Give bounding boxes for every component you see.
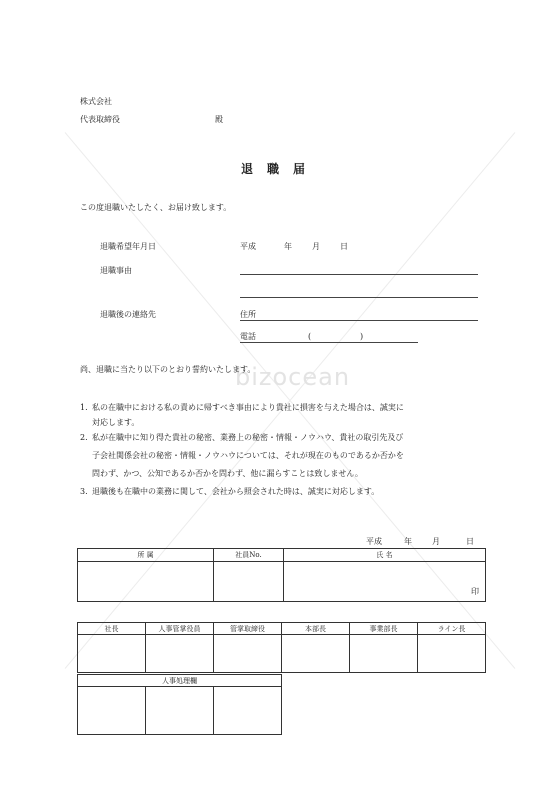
sign-date-year: 年 [404, 537, 412, 546]
approval-role-president: 社長 [78, 623, 146, 635]
address-line[interactable] [240, 320, 478, 321]
approval-role-department-head: 事業部長 [350, 623, 418, 635]
approval-table [77, 622, 486, 673]
sign-date-month: 月 [432, 537, 440, 546]
employee-table [77, 548, 486, 602]
hr-stamp-cell[interactable] [146, 687, 214, 735]
sign-date-era: 平成 [366, 537, 382, 546]
document-title: 退職届 [240, 162, 319, 176]
hr-stamp-cell[interactable] [78, 687, 146, 735]
watermark-text: bizocean [235, 363, 351, 391]
approval-stamp-cell[interactable] [146, 635, 214, 673]
hr-processing-table [77, 674, 282, 735]
hr-processing-label: 人事処理欄 [78, 675, 282, 687]
intro-text: この度退職いたしたく、お届け致します。 [80, 203, 232, 212]
dept-cell[interactable] [78, 562, 214, 602]
sign-date-day: 日 [466, 537, 474, 546]
pledge-line: 退職後も在職中の業務に関して、会社から照会された時は、誠実に対応します。 [92, 487, 380, 496]
retire-date-era: 平成 [240, 242, 256, 251]
phone-paren-close: ) [360, 332, 364, 341]
approval-stamp-cell[interactable] [418, 635, 486, 673]
pledge-number: 1. [80, 403, 88, 412]
contact-label: 退職後の連絡先 [100, 310, 156, 319]
approval-stamp-cell[interactable] [282, 635, 350, 673]
pledge-number: 2. [80, 433, 88, 442]
retire-date-day: 日 [340, 242, 348, 251]
retire-date-year: 年 [284, 242, 292, 251]
col-dept-header: 所 属 [78, 549, 214, 562]
col-id-header: 社員No. [214, 549, 284, 562]
pledge-line: 対応します。 [92, 418, 140, 427]
company-label: 株式会社 [80, 97, 112, 106]
approval-stamp-cell[interactable] [78, 635, 146, 673]
retire-date-month: 月 [312, 242, 320, 251]
address-label: 住所 [240, 310, 256, 319]
approval-stamp-cell[interactable] [214, 635, 282, 673]
approval-role-division-head: 本部長 [282, 623, 350, 635]
phone-paren-open: ( [308, 332, 312, 341]
representative-label: 代表取締役 [80, 115, 120, 124]
pledge-line: 子会社関係会社の秘密・情報・ノウハウについては、それが現在のものであるか否かを [92, 451, 404, 460]
approval-role-hr-officer: 人事管掌役員 [146, 623, 214, 635]
honorific: 殿 [215, 115, 223, 124]
reason-line[interactable] [240, 274, 478, 275]
phone-label: 電話 [240, 332, 256, 341]
approval-role-director: 管掌取締役 [214, 623, 282, 635]
seal-mark: 印 [471, 587, 479, 596]
retire-date-label: 退職希望年月日 [100, 242, 156, 251]
approval-stamp-cell[interactable] [350, 635, 418, 673]
name-cell[interactable] [284, 562, 486, 602]
pledge-number: 3. [80, 487, 88, 496]
col-name-header: 氏 名 [284, 549, 486, 562]
pledge-line: 私が在職中に知り得た貴社の秘密、業務上の秘密・情報・ノウハウ、貴社の取引先及び [92, 433, 404, 442]
approval-role-line-manager: ライン長 [418, 623, 486, 635]
phone-line[interactable] [240, 342, 418, 343]
reason-label: 退職事由 [100, 266, 132, 275]
id-cell[interactable] [214, 562, 284, 602]
hr-stamp-cell[interactable] [214, 687, 282, 735]
pledge-line: 私の在職中における私の責めに帰すべき事由により貴社に損害を与えた場合は、誠実に [92, 403, 404, 412]
pledge-line: 問わず、かつ、公知であるか否かを問わず、他に漏らすことは致しません。 [92, 469, 363, 478]
pledge-intro: 尚、退職に当たり以下のとおり誓約いたします。 [80, 365, 256, 374]
reason-line[interactable] [240, 297, 478, 298]
